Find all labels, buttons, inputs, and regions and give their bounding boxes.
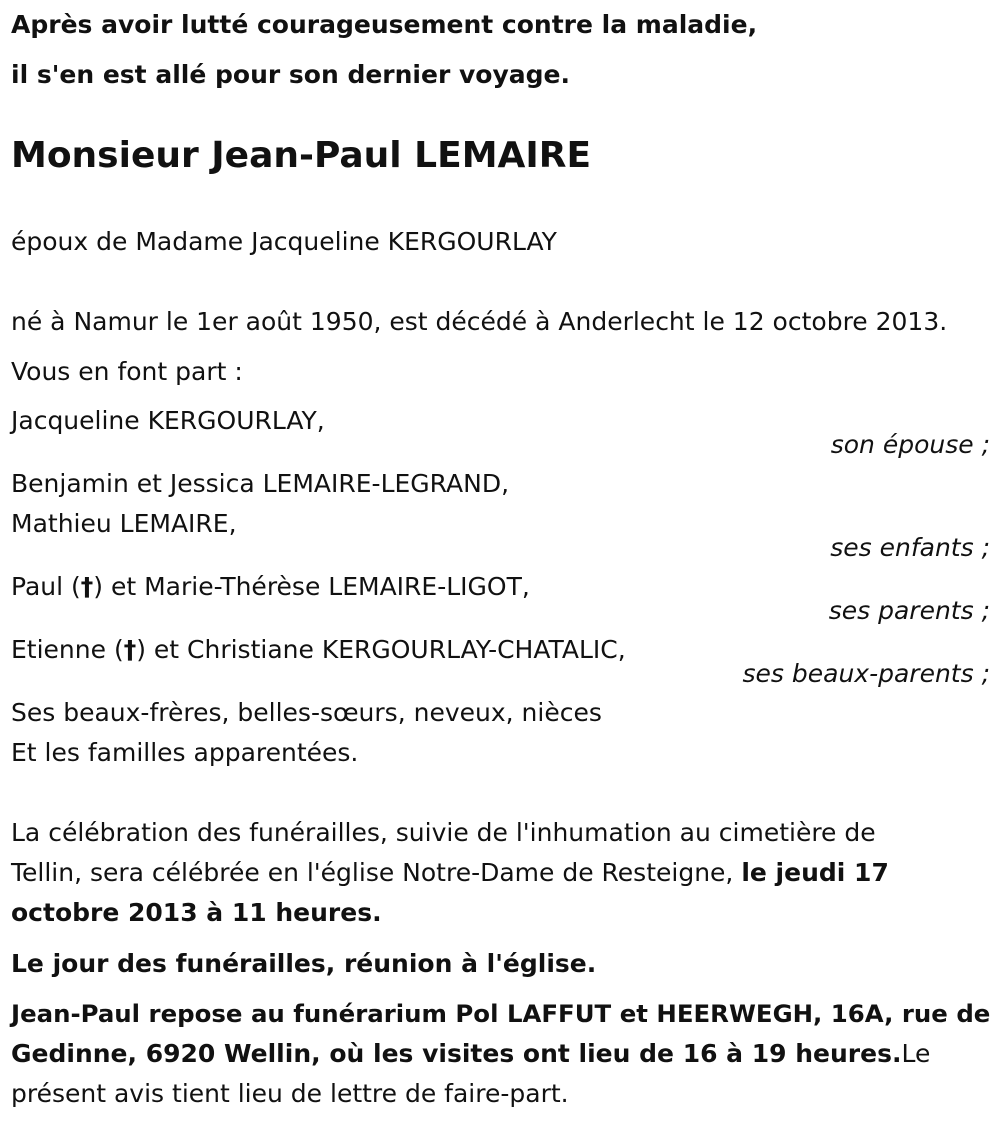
visitation-line-1: Jean-Paul repose au funérarium Pol LAFFUT et HEERWEGH, 16A, rue de <box>11 999 991 1028</box>
spouse-line: époux de Madame Jacqueline KERGOURLAY <box>11 227 557 256</box>
family-spouse-role: son épouse ; <box>830 430 990 459</box>
visitation-line-2-tail: Le <box>901 1039 931 1068</box>
intro-line-2: il s'en est allé pour son dernier voyage. <box>11 60 570 89</box>
visitation-line-3: présent avis tient lieu de lettre de faire-part. <box>11 1079 569 1108</box>
funeral-line-2-text: Tellin, sera célébrée en l'église Notre-Dame de Resteigne, <box>11 858 742 887</box>
family-children-role: ses enfants ; <box>830 533 990 562</box>
family-inlaws-role: ses beaux-parents ; <box>742 659 990 688</box>
cross-icon: † <box>123 635 137 664</box>
visitation-line-2 <box>11 1039 930 1069</box>
family-relatives: Et les familles apparentées. <box>11 738 359 767</box>
family-parents-role: ses parents ; <box>828 596 990 625</box>
parents-first: Paul ( <box>11 572 81 601</box>
family-siblings: Ses beaux-frères, belles-sœurs, neveux, nièces <box>11 698 602 727</box>
family-parents <box>11 572 530 602</box>
cross-icon: † <box>80 572 94 601</box>
parents-rest: ) et Marie-Thérèse LEMAIRE-LIGOT, <box>93 572 530 601</box>
funeral-meeting: Le jour des funérailles, réunion à l'église. <box>11 949 597 978</box>
birth-death-line: né à Namur le 1er août 1950, est décédé à Anderlecht le 12 octobre 2013. <box>11 307 948 336</box>
funeral-date-part-2: octobre 2013 à 11 heures. <box>11 898 382 927</box>
funeral-date-part-1: le jeudi 17 <box>741 858 889 887</box>
family-child-1: Benjamin et Jessica LEMAIRE-LEGRAND, <box>11 469 510 498</box>
visitation-address: Gedinne, 6920 Wellin, où les visites ont lieu de 16 à 19 heures. <box>11 1039 902 1068</box>
funeral-line-1: La célébration des funérailles, suivie de l'inhumation au cimetière de <box>11 818 876 847</box>
inlaws-first: Etienne ( <box>11 635 124 664</box>
family-inlaws <box>11 635 626 665</box>
announce-line: Vous en font part : <box>11 357 243 386</box>
family-spouse-name: Jacqueline KERGOURLAY, <box>11 406 325 435</box>
funeral-line-2 <box>11 858 889 888</box>
intro-line-1: Après avoir lutté courageusement contre la maladie, <box>11 10 758 39</box>
family-child-2: Mathieu LEMAIRE, <box>11 509 237 538</box>
inlaws-rest: ) et Christiane KERGOURLAY-CHATALIC, <box>136 635 626 664</box>
deceased-name: Monsieur Jean-Paul LEMAIRE <box>11 135 592 176</box>
